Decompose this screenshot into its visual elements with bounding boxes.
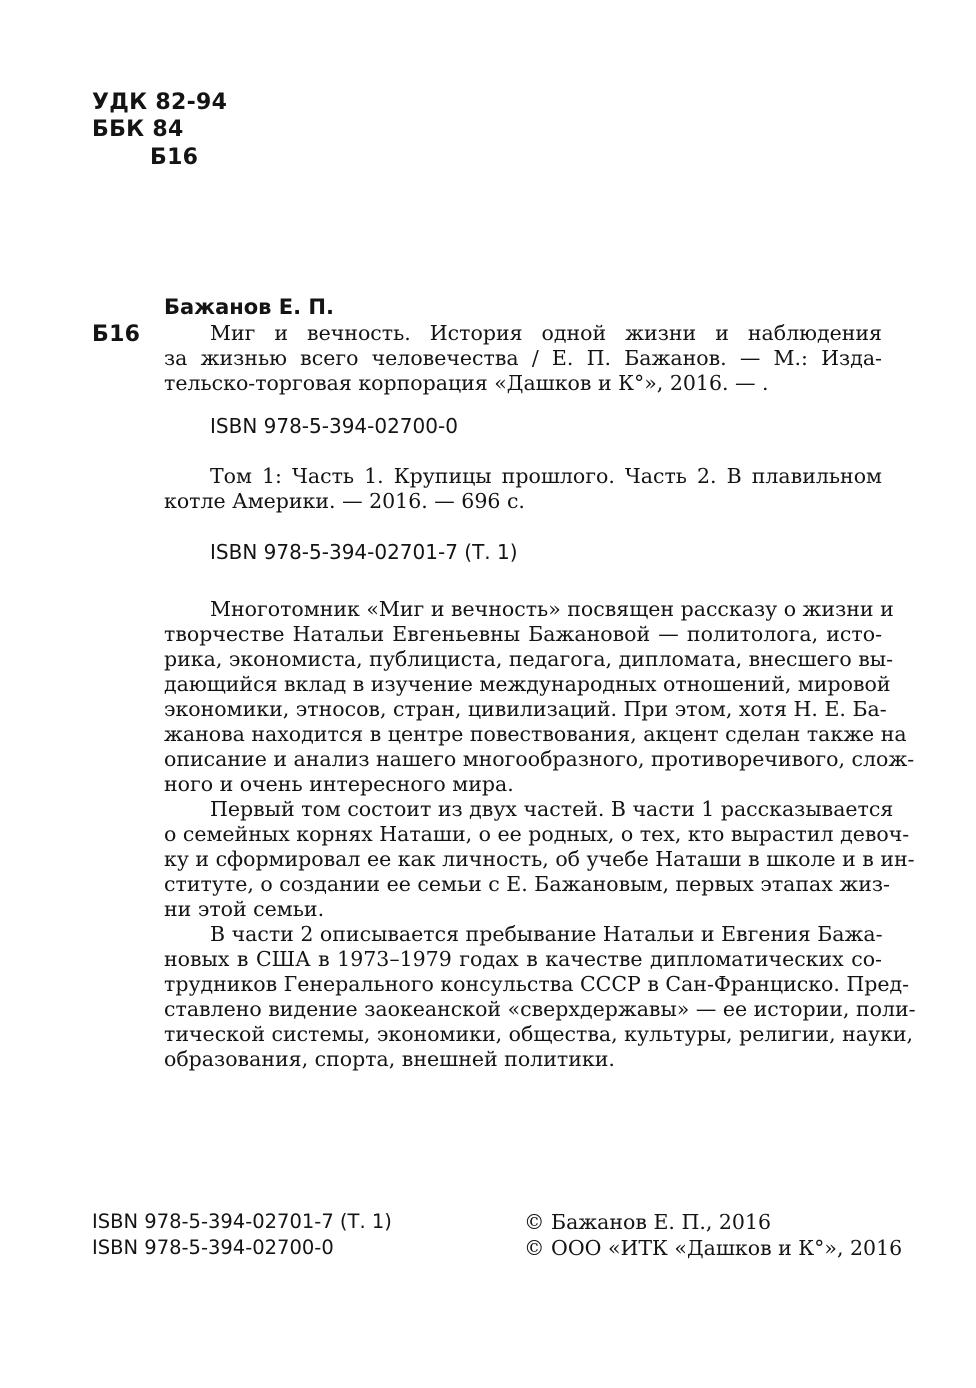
annotation-paragraph-1 (164, 597, 915, 797)
annotation-line: ни этой семьи. (164, 897, 325, 921)
annotation-line: о семейных корнях Наташи, о ее родных, о тех, кто вырастил девоч- (164, 822, 910, 846)
annotation-line: описание и анализ нашего многообразного, противоречивого, слож- (164, 747, 915, 771)
title-line: Миг и вечность. История одной жизни и наблюдения (210, 321, 882, 345)
annotation-line: ставлено видение заокеанской «сверхдержавы» — ее истории, поли- (164, 997, 916, 1021)
annotation-line: Многотомник «Миг и вечность» посвящен рассказу о жизни и (210, 597, 894, 621)
annotation-line: В части 2 описывается пребывание Натальи и Евгения Бажа- (210, 922, 883, 946)
record-author-mark: Б16 (92, 322, 141, 347)
title-line: тельско-торговая корпорация «Дашков и К°», 2016. — . (164, 371, 769, 395)
annotation-line: дающийся вклад в изучение международных отношений, мировой (164, 672, 891, 696)
udk-code: УДК 82-94 (92, 90, 228, 115)
copyright-author: © Бажанов Е. П., 2016 (524, 1210, 772, 1234)
annotation-line: ституте, о создании ее семьи с Е. Бажановым, первых этапах жиз- (164, 872, 890, 896)
isbn-volume: ISBN 978-5-394-02701-7 (Т. 1) (210, 540, 518, 564)
title-statement (164, 321, 882, 396)
annotation-line: образования, спорта, внешней политики. (164, 1047, 615, 1071)
annotation-line: тической системы, экономики, общества, культуры, религии, науки, (164, 1022, 914, 1046)
annotation-line: трудников Генерального консульства СССР в Сан-Франциско. Пред- (164, 972, 910, 996)
annotation-paragraph-3 (164, 922, 916, 1072)
volume-line: Том 1: Часть 1. Крупицы прошлого. Часть 2. В плавильном (210, 464, 882, 488)
annotation-line: новых в США в 1973–1979 годах в качестве дипломатических со- (164, 947, 882, 971)
annotation-line: ку и сформировал ее как личность, об учебе Наташи в школе и в ин- (164, 847, 915, 871)
volume-line: котле Америки. — 2016. — 696 с. (164, 489, 525, 513)
footer-isbn-volume: ISBN 978-5-394-02701-7 (Т. 1) (92, 1210, 392, 1233)
bbk-code: ББК 84 (92, 117, 184, 142)
footer-isbn-set: ISBN 978-5-394-02700-0 (92, 1236, 334, 1259)
copyright-publisher: © ООО «ИТК «Дашков и К°», 2016 (524, 1236, 903, 1260)
annotation-paragraph-2 (164, 797, 915, 922)
title-line: за жизнью всего человечества / Е. П. Бажанов. — М.: Изда- (164, 346, 882, 370)
annotation-line: жанова находится в центре повествования, акцент сделан также на (164, 722, 907, 746)
annotation-line: ного и очень интересного мира. (164, 772, 514, 796)
isbn-set: ISBN 978-5-394-02700-0 (210, 414, 458, 438)
annotation-line: рика, экономиста, публициста, педагога, дипломата, внесшего вы- (164, 647, 894, 671)
volume-statement (164, 464, 882, 514)
annotation-line: экономики, этносов, стран, цивилизаций. При этом, хотя Н. Е. Ба- (164, 697, 887, 721)
author-mark-code: Б16 (150, 145, 199, 170)
annotation-line: творчестве Натальи Евгеньевны Бажановой — политолога, исто- (164, 622, 882, 646)
annotation-line: Первый том состоит из двух частей. В части 1 рассказывается (210, 797, 894, 821)
author-heading: Бажанов Е. П. (164, 295, 334, 319)
